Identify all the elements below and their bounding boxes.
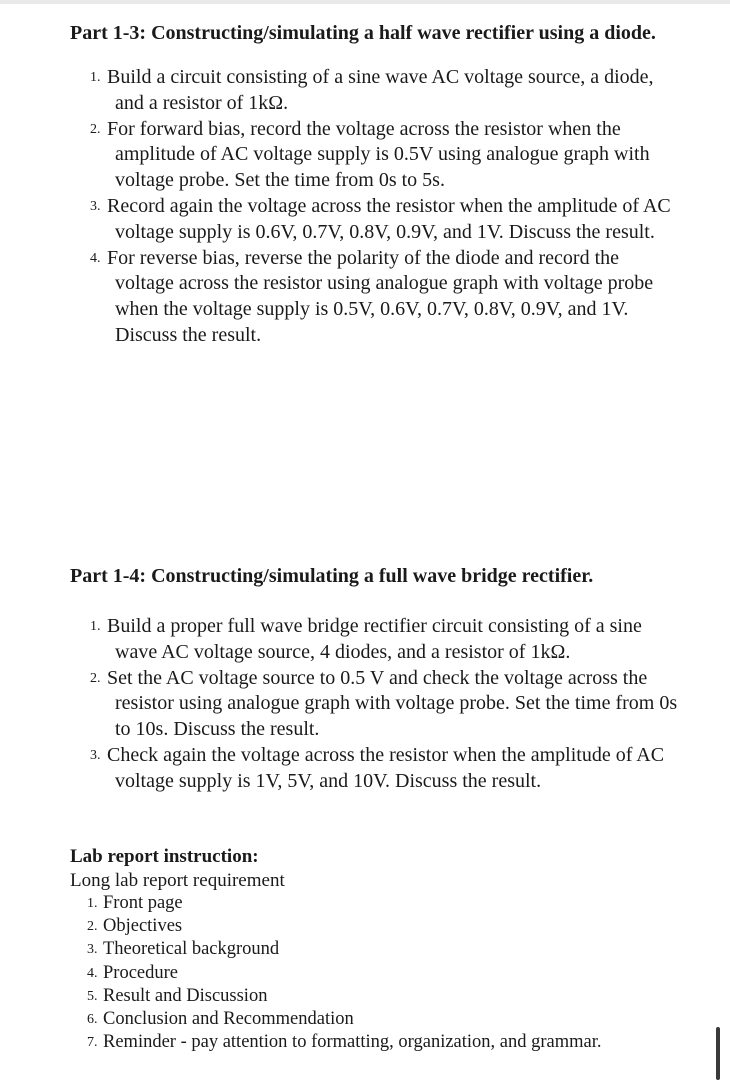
step-item — [0, 743, 680, 795]
requirement-number: 1. — [87, 896, 98, 911]
step-number: 1. — [90, 70, 101, 85]
step-text: Check again the voltage across the resistor when the amplitude of AC voltage supply is 1V, 5V, and 10V. Discuss the result. — [107, 743, 665, 792]
lab-report-subtitle: Long lab report requirement — [70, 870, 285, 891]
step-item — [0, 246, 680, 349]
part-1-4-heading: Part 1-4: Constructing/simulating a full wave bridge rectifier. — [70, 565, 594, 587]
requirement-number: 5. — [87, 988, 98, 1004]
step-item — [0, 117, 680, 194]
step-number: 4. — [90, 250, 101, 266]
requirement-text: Reminder - pay attention to formatting, organization, and grammar. — [103, 1032, 602, 1053]
requirement-item — [0, 915, 730, 938]
step-number: 3. — [90, 747, 101, 763]
requirement-text: Result and Discussion — [103, 985, 268, 1006]
scrollbar-thumb[interactable] — [716, 1027, 720, 1080]
requirement-text: Objectives — [103, 916, 183, 937]
requirement-item — [0, 1008, 730, 1031]
requirement-number: 7. — [87, 1035, 98, 1051]
step-text: For forward bias, record the voltage across the resistor when the amplitude of AC voltage supply is 0.5V using analogue graph with voltage probe. Set the time from 0s to 5s. — [107, 117, 650, 192]
step-number: 2. — [90, 121, 101, 137]
requirement-text: Theoretical background — [103, 939, 280, 960]
part-1-3-steps — [0, 65, 730, 349]
requirement-item — [0, 892, 730, 915]
lab-report-requirements — [0, 892, 730, 1054]
requirement-text: Procedure — [103, 962, 178, 983]
section-part-1-3 — [0, 20, 730, 349]
requirement-item — [0, 962, 730, 985]
step-number: 3. — [90, 198, 101, 214]
requirement-item — [0, 985, 730, 1008]
requirement-number: 6. — [87, 1012, 98, 1028]
step-item — [0, 666, 680, 743]
step-number: 1. — [90, 619, 101, 634]
requirement-item — [0, 1031, 730, 1054]
step-item — [0, 65, 680, 117]
part-1-3-heading: Part 1-3: Constructing/simulating a half wave rectifier using a diode. — [70, 22, 656, 44]
lab-report-title: Lab report instruction: — [70, 846, 259, 867]
requirement-number: 3. — [87, 942, 98, 958]
step-text: Build a proper full wave bridge rectifier circuit consisting of a sine wave AC voltage source, 4 diodes, and a resistor of 1kΩ. — [107, 615, 642, 663]
requirement-number: 2. — [87, 919, 98, 935]
requirement-text: Front page — [103, 893, 183, 913]
step-item — [0, 194, 680, 246]
requirement-text: Conclusion and Recommendation — [103, 1009, 354, 1030]
top-divider — [0, 0, 730, 4]
section-part-1-4 — [0, 563, 730, 795]
step-item — [0, 614, 680, 666]
step-text: Record again the voltage across the resistor when the amplitude of AC voltage supply is 0.6V, 0.7V, 0.8V, 0.9V, and 1V. Discuss the result. — [107, 194, 671, 243]
step-text: Build a circuit consisting of a sine wave AC voltage source, a diode, and a resistor of 1kΩ. — [107, 66, 654, 114]
section-lab-report — [0, 845, 730, 1054]
step-text: For reverse bias, reverse the polarity of the diode and record the voltage across the resistor using analogue graph with voltage probe when the voltage supply is 0.5V, 0.6V, 0.7V, 0.8V, 0.9V, and 1V. Discuss the result. — [107, 246, 654, 346]
part-1-4-steps — [0, 614, 730, 795]
step-text: Set the AC voltage source to 0.5 V and check the voltage across the resistor using analogue graph with voltage probe. Set the time from 0s to 10s. Discuss the result. — [107, 666, 678, 741]
step-number: 2. — [90, 670, 101, 686]
requirement-number: 4. — [87, 965, 98, 981]
requirement-item — [0, 938, 730, 961]
